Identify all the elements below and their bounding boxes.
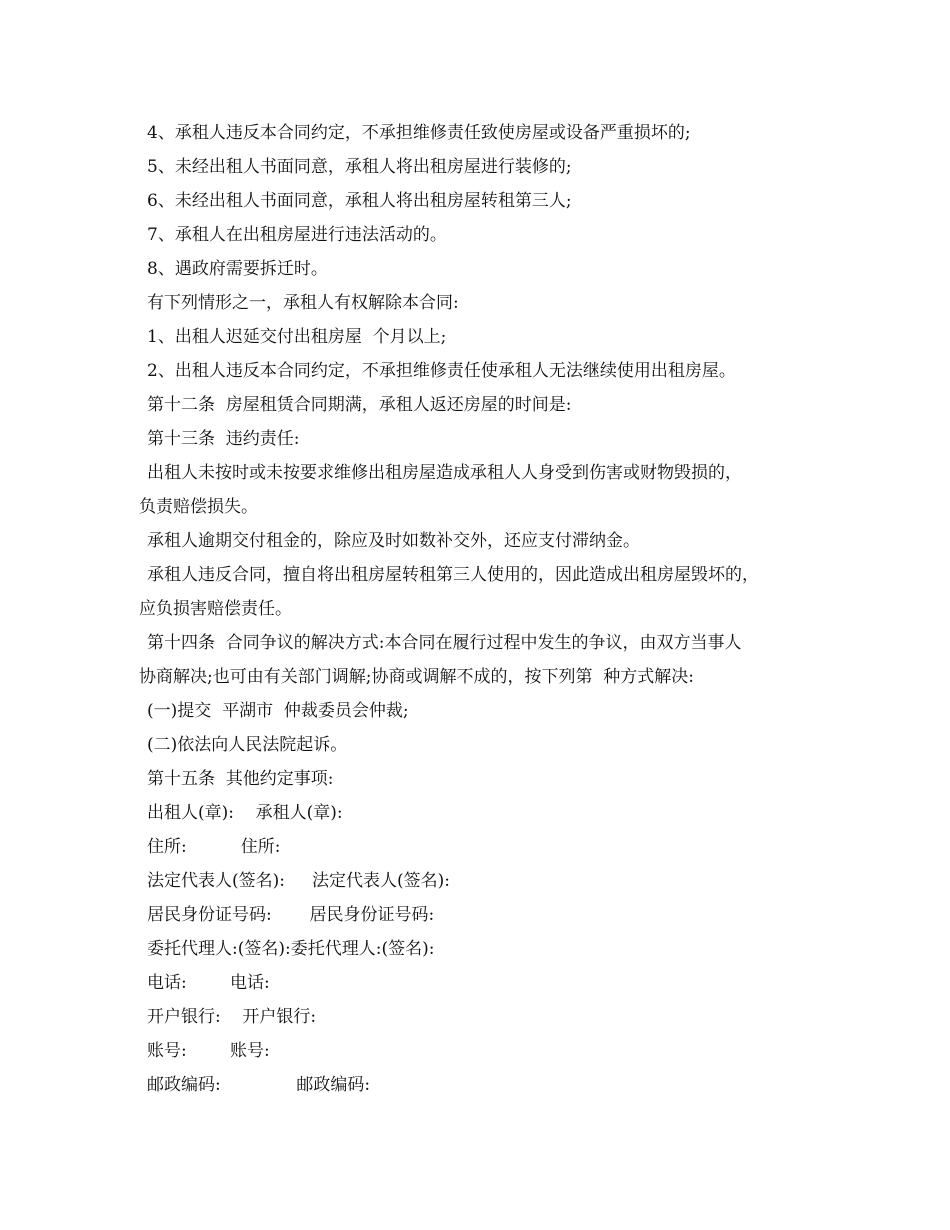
article-15-heading: 第十五条 其他约定事项: (147, 769, 334, 789)
signature-field: 出租人(章): 承租人(章): (147, 803, 343, 823)
signature-field: 电话: 电话: (147, 973, 270, 993)
text-line: 1、出租人迟延交付出租房屋 个月以上; (147, 327, 447, 347)
signature-field: 住所: 住所: (147, 837, 281, 857)
text-line: 有下列情形之一，承租人有权解除本合同: (147, 293, 459, 313)
text-line: 2、出租人违反本合同约定，不承担维修责任使承租人无法继续使用出租房屋。 (147, 361, 736, 381)
signature-field: 法定代表人(签名): 法定代表人(签名): (147, 871, 451, 891)
signature-field: 邮政编码: 邮政编码: (147, 1075, 371, 1095)
text-line: 8、遇政府需要拆迁时。 (147, 259, 328, 279)
signature-field: 开户银行: 开户银行: (147, 1007, 317, 1027)
text-line: 7、承租人在出租房屋进行违法活动的。 (147, 225, 447, 245)
signature-field: 委托代理人:(签名):委托代理人:(签名): (147, 939, 435, 959)
text-line: 负责赔偿损失。 (139, 497, 258, 517)
document-body (139, 116, 839, 1102)
signature-field: 账号: 账号: (147, 1041, 270, 1061)
article-13-heading: 第十三条 违约责任: (147, 429, 300, 449)
text-line: 承租人逾期交付租金的，除应及时如数补交外，还应支付滞纳金。 (147, 531, 640, 551)
text-line: 出租人未按时或未按要求维修出租房屋造成承租人人身受到伤害或财物毁损的， (147, 463, 742, 483)
article-12-heading: 第十二条 房屋租赁合同期满，承租人返还房屋的时间是: (147, 395, 572, 415)
text-line: (一)提交 平湖市 仲裁委员会仲裁; (147, 701, 409, 721)
signature-field: 居民身份证号码: 居民身份证号码: (147, 905, 435, 925)
text-line: 6、未经出租人书面同意，承租人将出租房屋转租第三人; (147, 191, 572, 211)
text-line: 4、承租人违反本合同约定，不承担维修责任致使房屋或设备严重损坏的; (147, 123, 691, 143)
text-line: 5、未经出租人书面同意，承租人将出租房屋进行装修的; (147, 157, 572, 177)
text-line: 协商解决;也可由有关部门调解;协商或调解不成的，按下列第 种方式解决: (139, 667, 694, 687)
text-line: 承租人违反合同，擅自将出租房屋转租第三人使用的，因此造成出租房屋毁坏的， (147, 565, 759, 585)
text-line: (二)依法向人民法院起诉。 (147, 735, 348, 755)
article-14-heading: 第十四条 合同争议的解决方式:本合同在履行过程中发生的争议，由双方当事人 (147, 633, 742, 653)
text-line: 应负损害赔偿责任。 (139, 599, 292, 619)
